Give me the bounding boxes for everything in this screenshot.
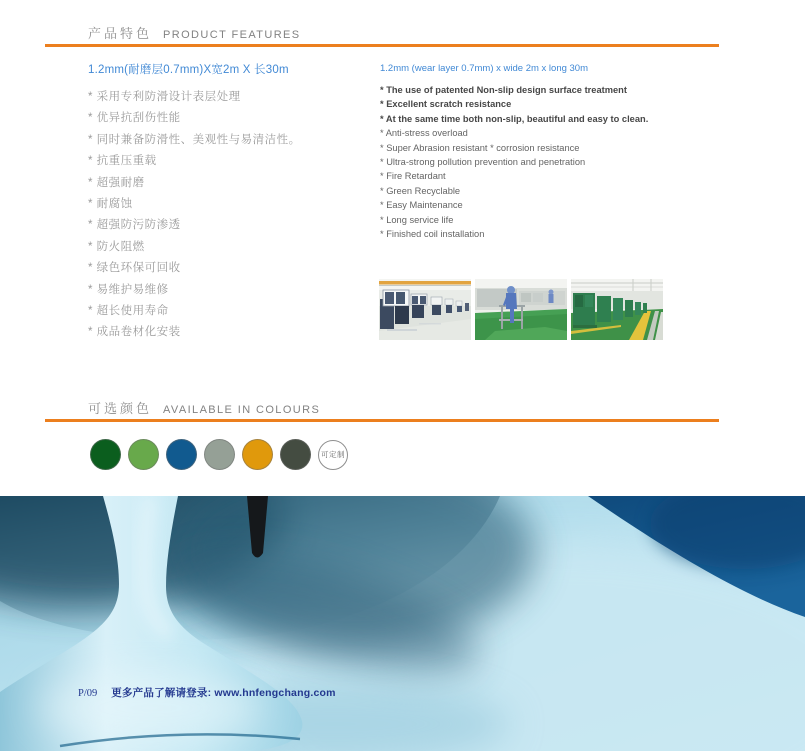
colour-swatches [90,439,311,470]
colour-swatch [280,439,311,470]
feature-item-zh: * 超强耐磨 [88,176,145,189]
website-link[interactable]: 更多产品了解请登录: www.hnfengchang.com [111,687,336,699]
green-machines-photo [571,279,663,340]
spec-line-zh: 1.2mm(耐磨层0.7mm)X宽2m X 长30m [88,64,289,76]
feature-item-en: * Super Abrasion resistant * corrosion resistance [380,142,580,153]
factory-photo-strip [379,279,663,340]
spec-line-en: 1.2mm (wear layer 0.7mm) x wide 2m x long 30m [380,63,589,74]
features-title-zh: 产品特色 [88,26,153,41]
colour-swatch [204,439,235,470]
feature-item-zh: * 超强防污防渗透 [88,219,181,232]
workshop-worker-photo [475,279,567,340]
feature-item-zh: * 易维护易维修 [88,283,169,296]
feature-item-zh: * 同时兼备防滑性、美观性与易清洁性。 [88,133,301,146]
feature-item-en: * Ultra-strong pollution prevention and penetration [380,157,586,168]
colours-section-header [88,398,320,417]
feature-item-zh: * 耐腐蚀 [88,198,133,211]
orange-divider [45,44,719,47]
feature-item-zh: * 绿色环保可回收 [88,262,181,275]
features-column-en [380,63,690,241]
feature-item-en: * Finished coil installation [380,229,485,240]
feature-item-zh: * 防火阻燃 [88,240,145,253]
colour-swatch-row [90,439,348,470]
feature-item-en: * The use of patented Non-slip design surface treatment [380,85,627,95]
colour-swatch [242,439,273,470]
feature-item-en: * Green Recyclable [380,185,461,196]
feature-item-zh: * 抗重压重载 [88,155,157,168]
factory-machine-line-photo [379,279,471,340]
colours-title-en: AVAILABLE IN COLOURS [163,404,321,416]
feature-list-en [380,83,690,241]
features-column-zh [88,61,383,344]
feature-item-en: * At the same time both non-slip, beautiful and easy to clean. [380,113,649,124]
feature-item-zh: * 采用专利防滑设计表层处理 [88,91,241,103]
feature-item-zh: * 超长使用寿命 [88,305,169,318]
page-number: P/09 [78,688,98,699]
feature-list-zh [88,87,383,344]
feature-item-en: * Long service life [380,214,454,225]
orange-divider [45,419,719,422]
feature-item-en: * Easy Maintenance [380,200,463,211]
colour-swatch [90,439,121,470]
feature-item-en: * Fire Retardant [380,171,446,182]
feature-item-en: * Excellent scratch resistance [380,99,512,110]
features-section-header [88,23,301,42]
feature-item-en: * Anti-stress overload [380,128,468,139]
page-footer [78,685,336,700]
blue-floor-pedestal-photo [0,496,805,751]
custom-colour-swatch: 可定制 [318,440,348,470]
colour-swatch [128,439,159,470]
feature-item-zh: * 优异抗刮伤性能 [88,112,181,125]
feature-item-zh: * 成品卷材化安装 [88,326,181,339]
features-title-en: PRODUCT FEATURES [163,29,301,41]
colour-swatch [166,439,197,470]
colours-title-zh: 可选颜色 [88,401,153,416]
